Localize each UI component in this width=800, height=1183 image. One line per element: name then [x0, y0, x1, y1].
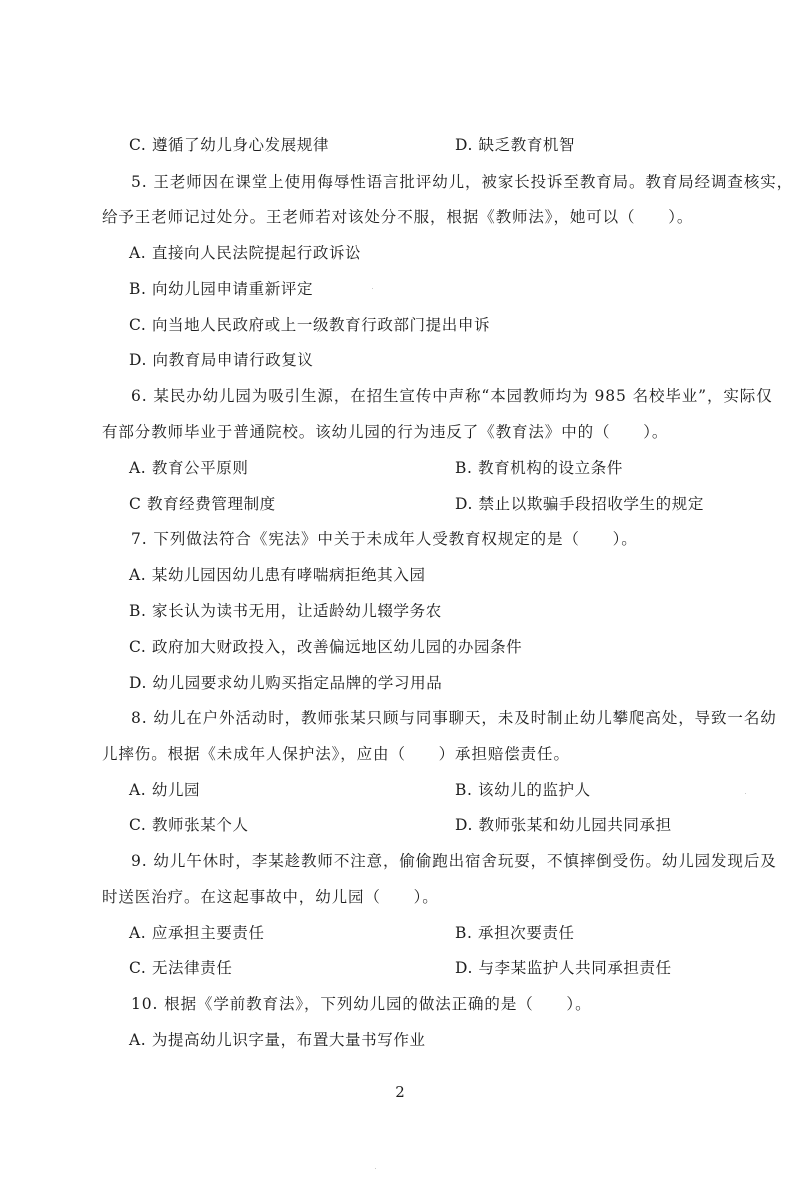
q10-option-a: A. 为提高幼儿识字量，布置大量书写作业: [129, 1031, 426, 1049]
q5-stem-line2: 给予王老师记过处分。王老师若对该处分不服，根据《教师法》，她可以（ ）。: [102, 208, 694, 226]
q9-option-b: B. 承担次要责任: [455, 924, 575, 942]
scan-speck: [375, 1168, 376, 1169]
scan-speck: [745, 793, 746, 794]
q6-option-d: D. 禁止以欺骗手段招收学生的规定: [455, 495, 704, 513]
q9-option-d: D. 与李某监护人共同承担责任: [455, 959, 672, 977]
q9-stem-line2: 时送医治疗。在这起事故中，幼儿园（ ）。: [102, 888, 439, 906]
page-number: 2: [395, 1083, 405, 1101]
q9-option-c: C. 无法律责任: [129, 959, 233, 977]
q9-stem-line1: 9. 幼儿午休时，李某趁教师不注意，偷偷跑出宿舍玩耍，不慎摔倒受伤。幼儿园发现后及: [131, 852, 777, 870]
q5-option-b: B. 向幼儿园申请重新评定: [129, 280, 314, 298]
q4-option-d: D. 缺乏教育机智: [455, 136, 576, 154]
q5-stem-line1: 5. 王老师因在课堂上使用侮辱性语言批评幼儿，被家长投诉至教育局。教育局经调查核实，: [131, 173, 794, 191]
q8-stem-line2: 儿摔伤。根据《未成年人保护法》，应由（ ）承担赔偿责任。: [102, 745, 570, 763]
q7-stem: 7. 下列做法符合《宪法》中关于未成年人受教育权规定的是（ ）。: [131, 530, 638, 548]
q6-option-b: B. 教育机构的设立条件: [455, 459, 623, 477]
scan-speck: [372, 288, 373, 289]
q9-option-a: A. 应承担主要责任: [129, 924, 265, 942]
q7-option-c: C. 政府加大财政投入，改善偏远地区幼儿园的办园条件: [129, 638, 523, 656]
q8-option-c: C. 教师张某个人: [129, 816, 249, 834]
q7-option-d: D. 幼儿园要求幼儿购买指定品牌的学习用品: [129, 674, 443, 692]
q6-option-c: C 教育经费管理制度: [129, 495, 276, 513]
q8-option-a: A. 幼儿园: [129, 781, 201, 799]
q10-stem: 10. 根据《学前教育法》，下列幼儿园的做法正确的是（ ）。: [131, 995, 592, 1013]
q6-option-a: A. 教育公平原则: [129, 459, 249, 477]
q5-option-c: C. 向当地人民政府或上一级教育行政部门提出申诉: [129, 316, 491, 334]
q8-option-d: D. 教师张某和幼儿园共同承担: [455, 816, 672, 834]
q7-option-b: B. 家长认为读书无用，让适龄幼儿辍学务农: [129, 602, 442, 620]
q5-option-d: D. 向教育局申请行政复议: [129, 351, 314, 369]
q8-stem-line1: 8. 幼儿在户外活动时，教师张某只顾与同事聊天，未及时制止幼儿攀爬高处，导致一名幼: [131, 709, 777, 727]
q7-option-a: A. 某幼儿园因幼儿患有哮喘病拒绝其入园: [129, 566, 426, 584]
q5-option-a: A. 直接向人民法院提起行政诉讼: [129, 244, 362, 262]
q8-option-b: B. 该幼儿的监护人: [455, 781, 591, 799]
q4-option-c: C. 遵循了幼儿身心发展规律: [129, 136, 330, 154]
q6-stem-line1: 6. 某民办幼儿园为吸引生源，在招生宣传中声称“本园教师均为 985 名校毕业”，实际仅: [131, 387, 773, 405]
q6-stem-line2: 有部分教师毕业于普通院校。该幼儿园的行为违反了《教育法》中的（ ）。: [102, 423, 669, 441]
